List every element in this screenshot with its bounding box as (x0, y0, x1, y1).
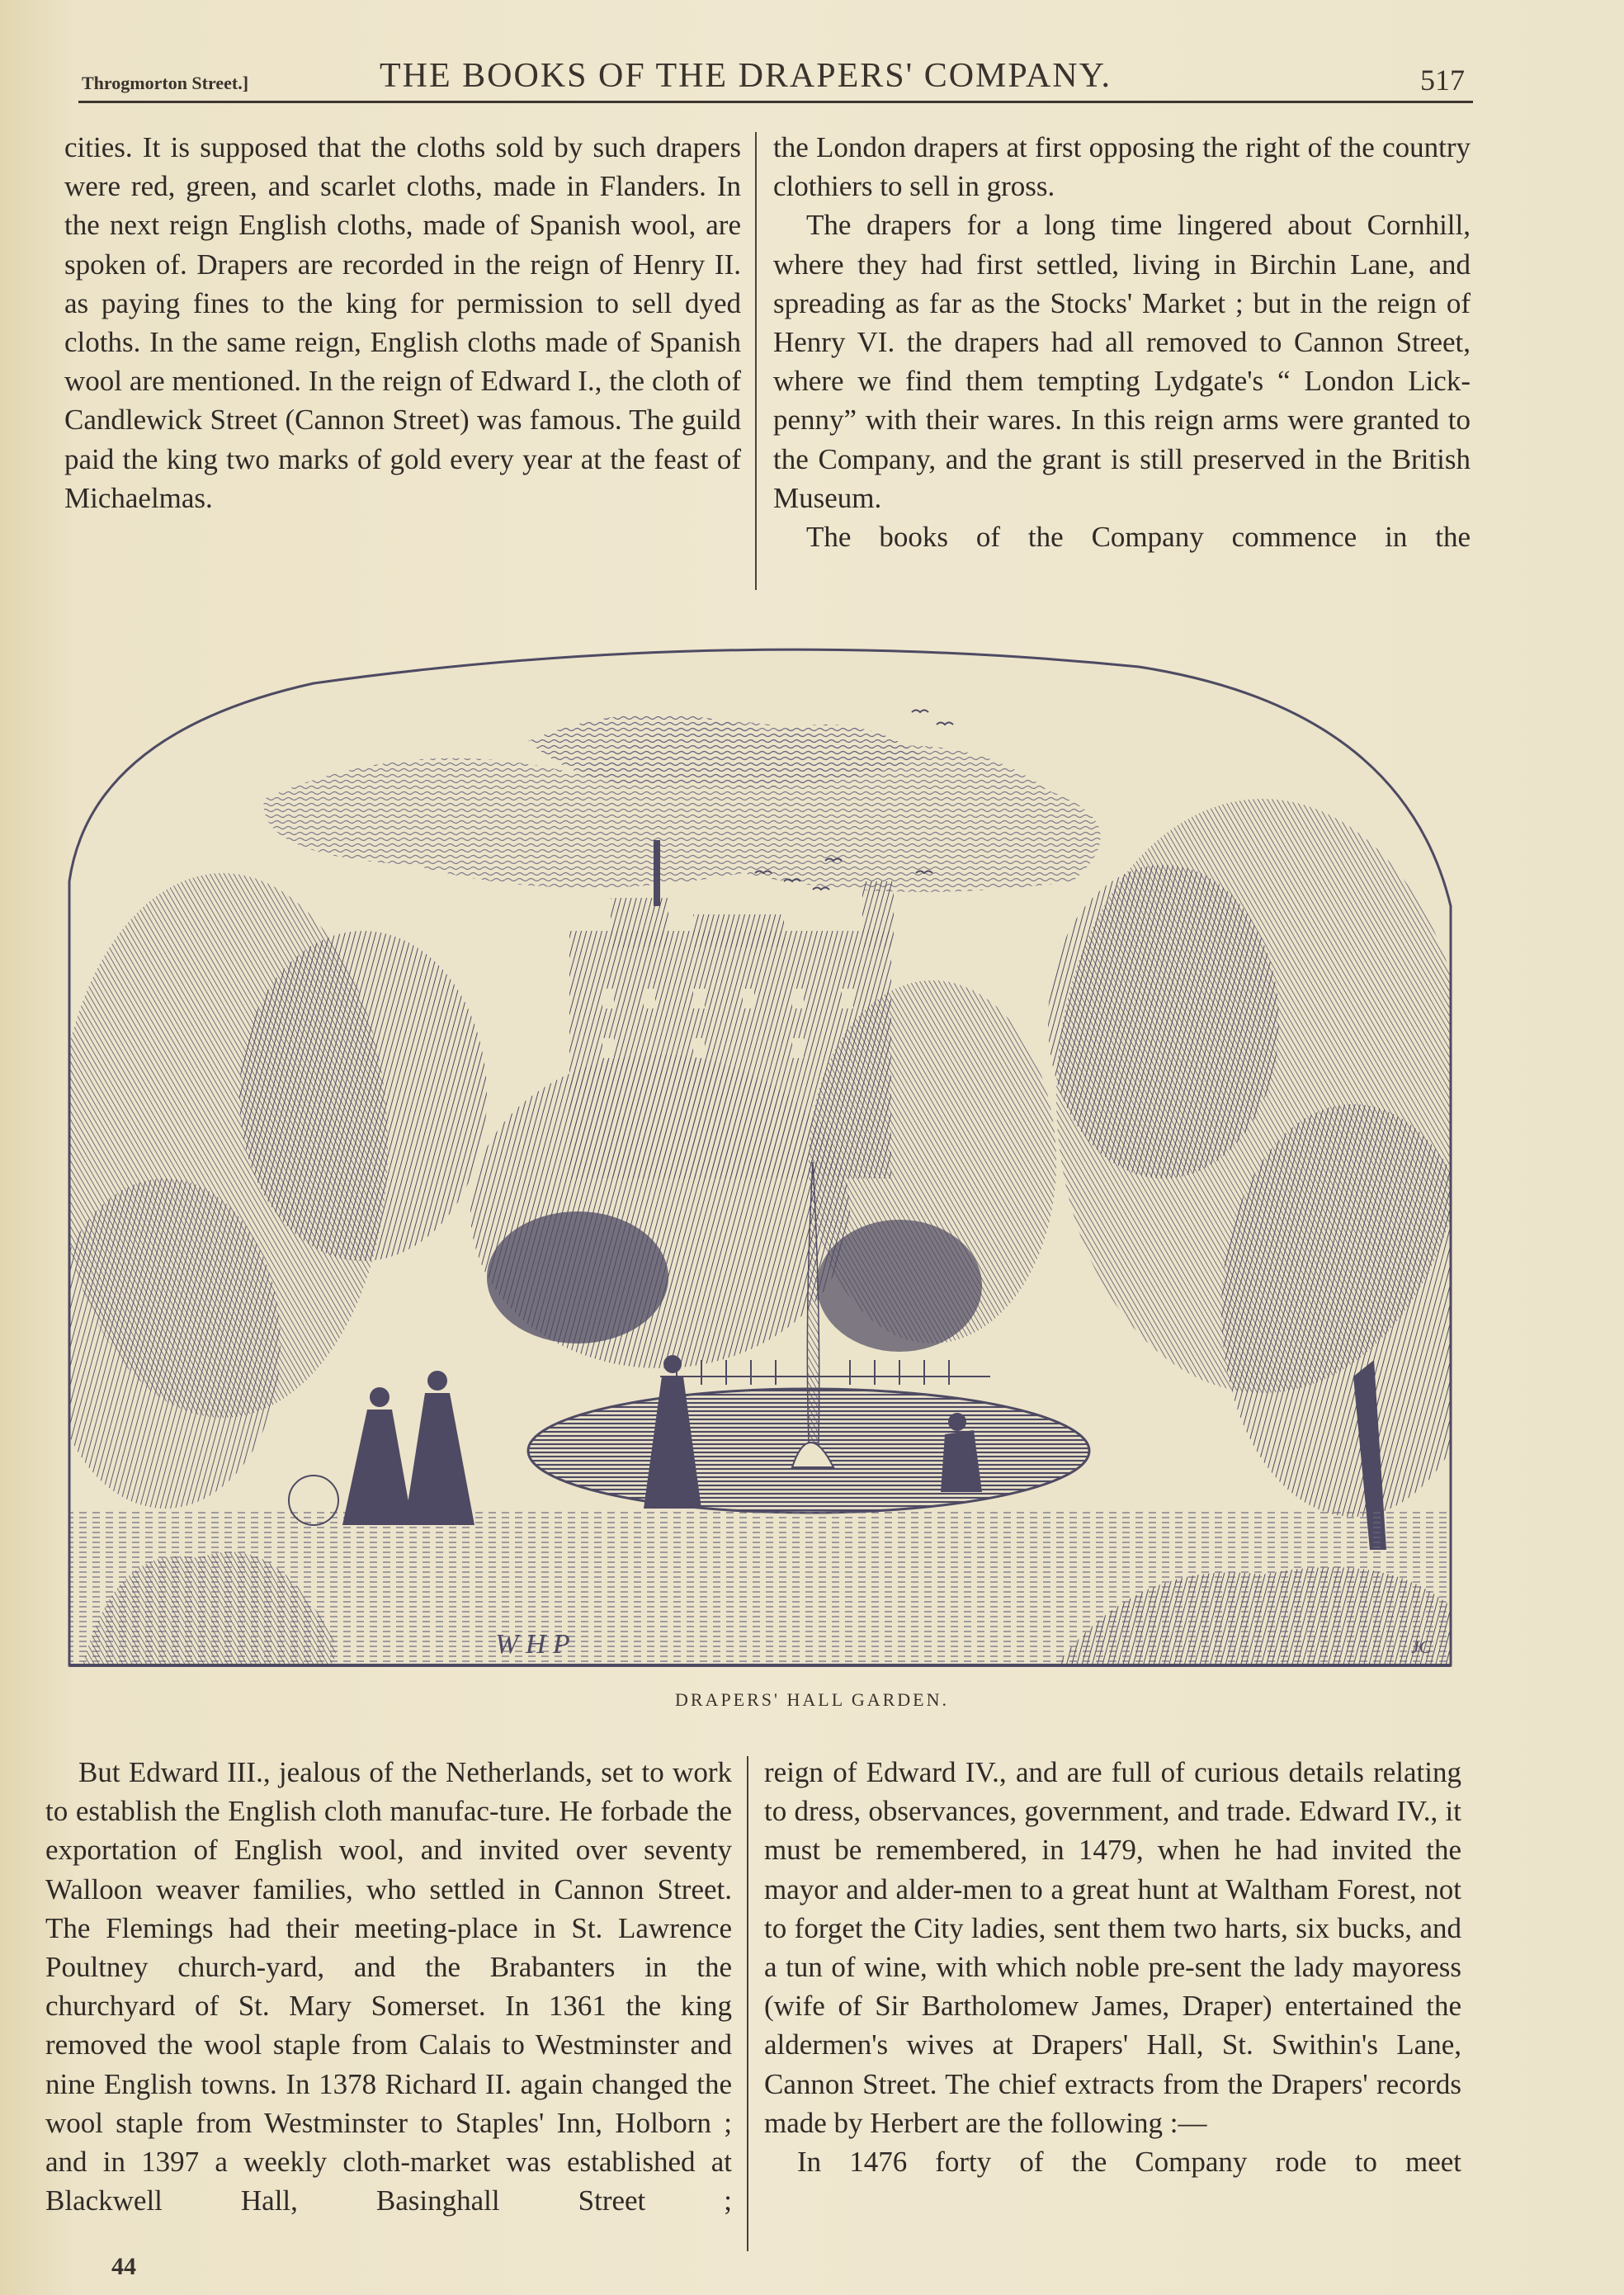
running-head-street: Throgmorton Street.] (82, 73, 249, 93)
paragraph: But Edward III., jealous of the Netherlands, set to work to establish the English cloth manufac-ture. He forbade the exportation of English wool, and invited over seventy Walloon weaver families, who settled in Cannon Street. The Flemings had their meeting-place in St. Lawrence Poultney church-yard, and the Brabanters in the churchyard of St. Mary Somerset. In 1361 the king removed the wool staple from Calais to Westminster and nine English towns. In 1378 Richard II. again changed the wool staple from Westminster to Staples' Inn, Holborn ; and in 1397 a weekly cloth-market was established at Blackwell Hall, Basinghall Street ; (45, 1756, 732, 2217)
paragraph: cities. It is supposed that the cloths sold by such drapers were red, green, and scarlet cloths, made in Flanders. In the next reign English cloths, made of Spanish wool, are spoken of. Drapers are recorded in the reign of Henry II. as paying fines to the king for permission to sell dyed cloths. In the same reign, English cloths made of Spanish wool are mentioned. In the reign of Edward I., the cloth of Candlewick Street (Cannon Street) was famous. The guild paid the king two marks of gold every year at the feast of Michaelmas. (64, 131, 741, 514)
figure-caption: DRAPERS' HALL GARDEN. (675, 1689, 949, 1710)
engraver-mark: JC (1411, 1636, 1432, 1657)
column-divider-top (755, 132, 757, 590)
paragraph: In 1476 forty of the Company rode to meet (797, 2146, 1461, 2179)
column-bottom-right (764, 1753, 1461, 2260)
column-divider-bottom (747, 1756, 748, 2251)
page-number: 517 (1420, 64, 1465, 97)
engraver-signature: W H P (495, 1629, 570, 1660)
paragraph: The drapers for a long time lingered about Cornhill, where they had first settled, living in Birchin Lane, and spreading as far as the Stocks' Market ; but in the reign of Henry VI. the drapers had all removed to Cannon Street, where we find them tempting Lydgate's “ London Lick-penny” with their wares. In this reign arms were granted to the Company, and the grant is still preserved in the British Museum. (773, 209, 1471, 514)
paragraph: The books of the Company commence in the (806, 521, 1471, 554)
engraving-drapers-hall-garden (66, 634, 1454, 1669)
folio-mark: 44 (111, 2253, 136, 2280)
column-top-left (64, 128, 741, 594)
running-head-title: THE BOOKS OF THE DRAPERS' COMPANY. (380, 57, 1112, 95)
engraving-scene (66, 634, 1454, 1669)
header-rule (78, 101, 1473, 103)
running-head (78, 51, 1473, 102)
column-top-right (773, 128, 1471, 598)
column-bottom-left (45, 1753, 732, 2260)
paragraph: reign of Edward IV., and are full of curious details relating to dress, observances, government, and trade. Edward IV., it must be remembered, in 1479, when he had invited the mayor and alder-men to a great hunt at Waltham Forest, not to forget the City ladies, sent them two harts, six bucks, and a tun of wine, with which noble pre-sent the lady mayoress (wife of Sir Bartholomew James, Draper) entertained the aldermen's wives at Drapers' Hall, St. Swithin's Lane, Cannon Street. The chief extracts from the Drapers' records made by Herbert are the following :— (764, 1756, 1461, 2139)
paragraph: the London drapers at first opposing the right of the country clothiers to sell in gross. (773, 131, 1471, 203)
